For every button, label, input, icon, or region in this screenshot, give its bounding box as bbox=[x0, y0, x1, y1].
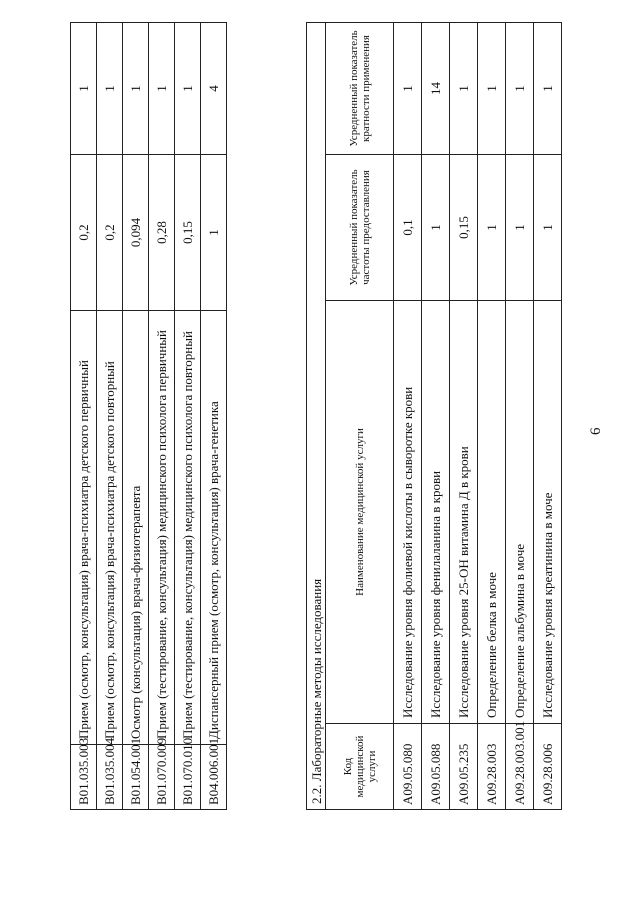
frequency-value: 0,2 bbox=[97, 155, 123, 311]
table-row bbox=[506, 22, 534, 809]
service-code: A09.05.235 bbox=[450, 724, 478, 810]
service-name: Прием (осмотр, консультация) врача-психиатра детского первичный bbox=[71, 311, 97, 745]
section-title: 2.2. Лабораторные методы исследования bbox=[307, 22, 326, 809]
multiplicity-value: 14 bbox=[422, 22, 450, 154]
table-row bbox=[478, 22, 506, 809]
header-code: Код медицинской услуги bbox=[326, 724, 394, 810]
service-code: B01.035.003 bbox=[71, 745, 97, 810]
service-code: A09.28.006 bbox=[534, 724, 562, 810]
service-name: Определение альбумина в моче bbox=[506, 301, 534, 724]
service-name: Прием (осмотр, консультация) врача-психиатра детского повторный bbox=[97, 311, 123, 745]
service-name: Определение белка в моче bbox=[478, 301, 506, 724]
service-name: Исследование уровня фолиевой кислоты в сыворотке крови bbox=[394, 301, 422, 724]
frequency-value: 1 bbox=[534, 155, 562, 301]
frequency-value: 0,1 bbox=[394, 155, 422, 301]
service-code: B01.035.004 bbox=[97, 745, 123, 810]
frequency-value: 0,094 bbox=[123, 155, 149, 311]
table-row bbox=[422, 22, 450, 809]
table-row bbox=[175, 23, 201, 810]
header-frequency: Усредненный показатель частоты предоставления bbox=[326, 155, 394, 301]
multiplicity-value: 1 bbox=[149, 23, 175, 155]
frequency-value: 0,2 bbox=[71, 155, 97, 311]
service-code: B04.006.001 bbox=[201, 745, 227, 810]
service-name: Прием (тестирование, консультация) медицинского психолога повторный bbox=[175, 311, 201, 745]
service-code: B01.070.010 bbox=[175, 745, 201, 810]
service-code: B01.054.001 bbox=[123, 745, 149, 810]
service-name: Осмотр (консультация) врача-физиотерапевта bbox=[123, 311, 149, 745]
table-header-row bbox=[326, 22, 394, 809]
service-code: A09.28.003.001 bbox=[506, 724, 534, 810]
services-table-consultations bbox=[70, 22, 227, 810]
frequency-value: 0,28 bbox=[149, 155, 175, 311]
multiplicity-value: 4 bbox=[201, 23, 227, 155]
table-row bbox=[123, 23, 149, 810]
section-title-row bbox=[307, 22, 326, 809]
multiplicity-value: 1 bbox=[123, 23, 149, 155]
frequency-value: 1 bbox=[478, 155, 506, 301]
multiplicity-value: 1 bbox=[71, 23, 97, 155]
service-name: Исследование уровня фенилаланина в крови bbox=[422, 301, 450, 724]
frequency-value: 0,15 bbox=[175, 155, 201, 311]
frequency-value: 1 bbox=[422, 155, 450, 301]
service-name: Исследование уровня 25-ОН витамина Д в крови bbox=[450, 301, 478, 724]
table-row bbox=[97, 23, 123, 810]
service-code: A09.05.080 bbox=[394, 724, 422, 810]
service-name: Диспансерный прием (осмотр, консультация) врача-генетика bbox=[201, 311, 227, 745]
table-row bbox=[201, 23, 227, 810]
table-row bbox=[450, 22, 478, 809]
page-number: 6 bbox=[588, 427, 604, 435]
service-name: Исследование уровня креатинина в моче bbox=[534, 301, 562, 724]
multiplicity-value: 1 bbox=[450, 22, 478, 154]
table-row bbox=[394, 22, 422, 809]
table-row bbox=[71, 23, 97, 810]
service-code: A09.05.088 bbox=[422, 724, 450, 810]
multiplicity-value: 1 bbox=[534, 22, 562, 154]
frequency-value: 1 bbox=[506, 155, 534, 301]
service-code: B01.070.009 bbox=[149, 745, 175, 810]
frequency-value: 0,15 bbox=[450, 155, 478, 301]
header-multiplicity: Усредненный показатель кратности применения bbox=[326, 22, 394, 154]
multiplicity-value: 1 bbox=[97, 23, 123, 155]
services-table-laboratory bbox=[306, 22, 562, 810]
multiplicity-value: 1 bbox=[506, 22, 534, 154]
table-row bbox=[534, 22, 562, 809]
multiplicity-value: 1 bbox=[394, 22, 422, 154]
multiplicity-value: 1 bbox=[478, 22, 506, 154]
table-row bbox=[149, 23, 175, 810]
service-name: Прием (тестирование, консультация) медицинского психолога первичный bbox=[149, 311, 175, 745]
header-name: Наименование медицинской услуги bbox=[326, 301, 394, 724]
multiplicity-value: 1 bbox=[175, 23, 201, 155]
frequency-value: 1 bbox=[201, 155, 227, 311]
service-code: A09.28.003 bbox=[478, 724, 506, 810]
